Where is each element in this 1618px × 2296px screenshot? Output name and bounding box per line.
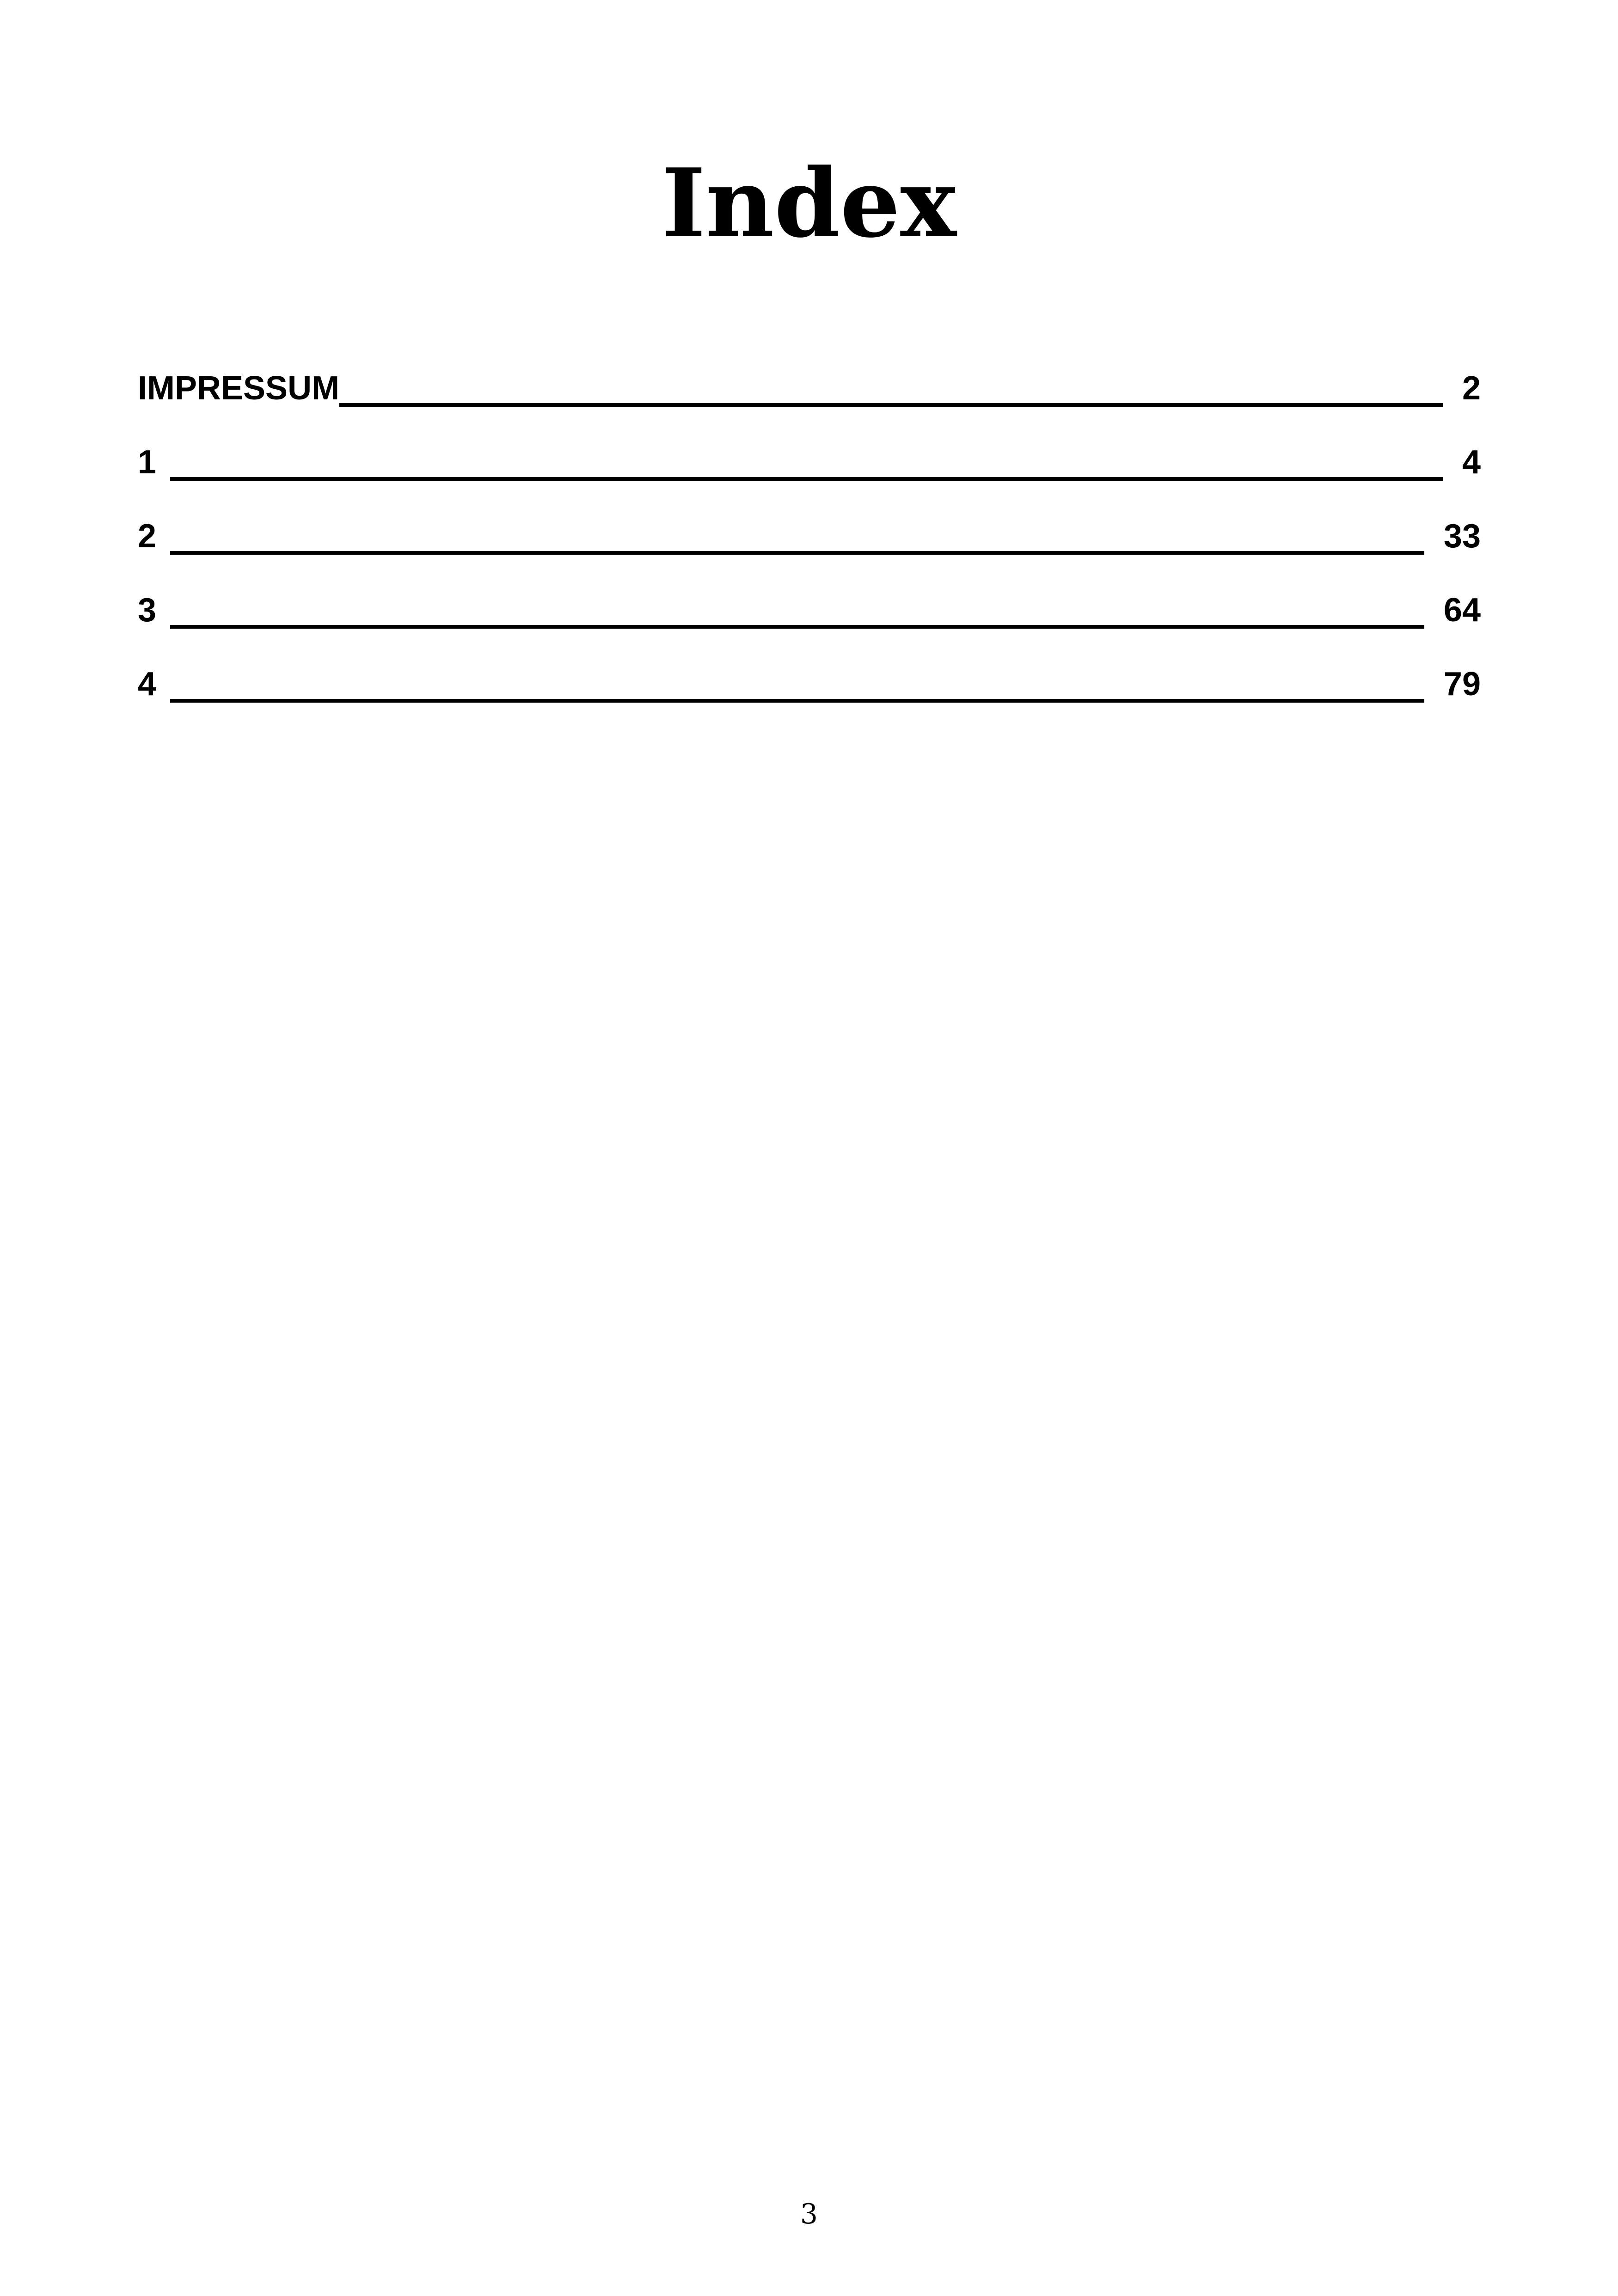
toc-entry-2[interactable]	[138, 518, 1481, 555]
toc-entry-label: 4	[138, 666, 157, 703]
toc-entry-label: 1	[138, 444, 157, 481]
table-of-contents	[138, 370, 1481, 740]
toc-entry-label: 3	[138, 592, 157, 629]
toc-entry-label: 2	[138, 518, 157, 555]
toc-entry-label: IMPRESSUM	[138, 370, 340, 407]
toc-leader-line	[170, 477, 1443, 481]
toc-leader-line	[339, 403, 1443, 407]
toc-entry-1[interactable]	[138, 444, 1481, 481]
page-number: 3	[800, 2198, 818, 2230]
toc-leader-line	[170, 699, 1424, 703]
toc-entry-3[interactable]	[138, 592, 1481, 629]
toc-leader-line	[170, 625, 1424, 629]
toc-entry-page: 2	[1462, 370, 1481, 407]
toc-leader-line	[170, 551, 1424, 555]
toc-entry-impressum[interactable]	[138, 370, 1481, 407]
toc-entry-page: 4	[1462, 444, 1481, 481]
toc-entry-page: 79	[1443, 666, 1481, 703]
toc-entry-page: 64	[1443, 592, 1481, 629]
toc-entry-4[interactable]	[138, 666, 1481, 703]
toc-entry-page: 33	[1443, 518, 1481, 555]
page-title: Index	[662, 148, 956, 259]
